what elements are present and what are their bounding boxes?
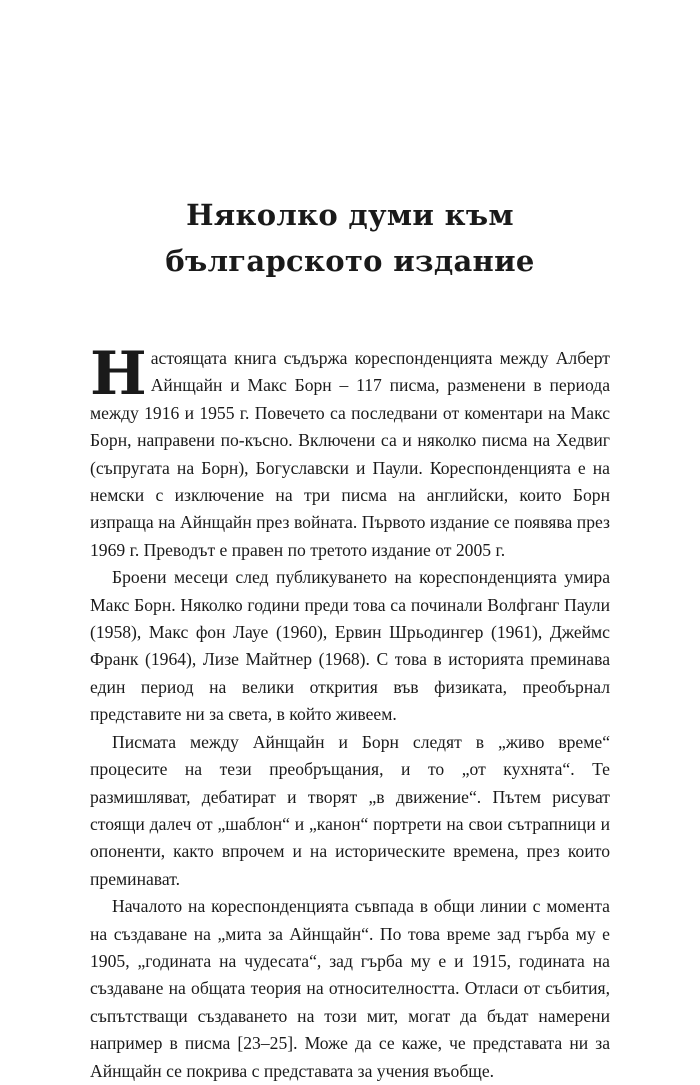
- paragraph-3: Писмата между Айнщайн и Борн следят в „живо време“ процесите на тези преобръщания, и то „от кухнята“. Те размишляват, дебатират и творят „в движение“. Пътем рисуват стоящи далеч от „шаблон“ и „канон“ портрети на свои сътрапници и опоненти, както впрочем и на историческите времена, през които преминават.: [90, 731, 610, 889]
- chapter-title-line-2: българското издание: [165, 244, 535, 278]
- body-text: [90, 339, 610, 1085]
- drop-cap: Н: [90, 339, 147, 409]
- paragraph-1-text: астоящата книга съдържа кореспонденцията между Алберт Айнщайн и Макс Борн – 117 писма, разменени в периода между 1916 и 1955 г. Повечето са последвани от коментари на Макс Борн, направени по-късно. Включени са и няколко писма на Хедвиг (съпругата на Борн), Богуславски и Паули. Кореспонденцията е на немски с изключение на три писма на английски, които Борн изпраща на Айнщайн през войната. Първото издание се появява през 1969 г. Преводът е правен по третото издание от 2005 г.: [90, 348, 610, 560]
- paragraph-4: Началото на кореспонденцията съвпада в общи линии с момента на създаване на „мита за Айнщайн“. По това време зад гърба му е 1905, „годината на чудесата“, зад гърба му е и 1915, годината на създаване на общата теория на относителността. Отласи от събития, съпътстващи създаването на този мит, могат да бъдат намерени например в писма [23–25]. Може да се каже, че представата ни за Айнщайн се покрива с представата за учения въобще.: [90, 896, 610, 1081]
- chapter-title-line-1: Няколко думи към: [186, 198, 514, 232]
- paragraph-2: Броени месеци след публикуването на кореспонденцията умира Макс Борн. Няколко години преди това са починали Волфганг Паули (1958), Макс фон Лауе (1960), Ервин Шрьодингер (1961), Джеймс Франк (1964), Лизе Майтнер (1968). С това в историята преминава един период на велики открития във физиката, преобърнал представите ни за света, в който живеем.: [90, 567, 610, 725]
- paragraph-1: [90, 339, 610, 564]
- chapter-title: [0, 192, 700, 284]
